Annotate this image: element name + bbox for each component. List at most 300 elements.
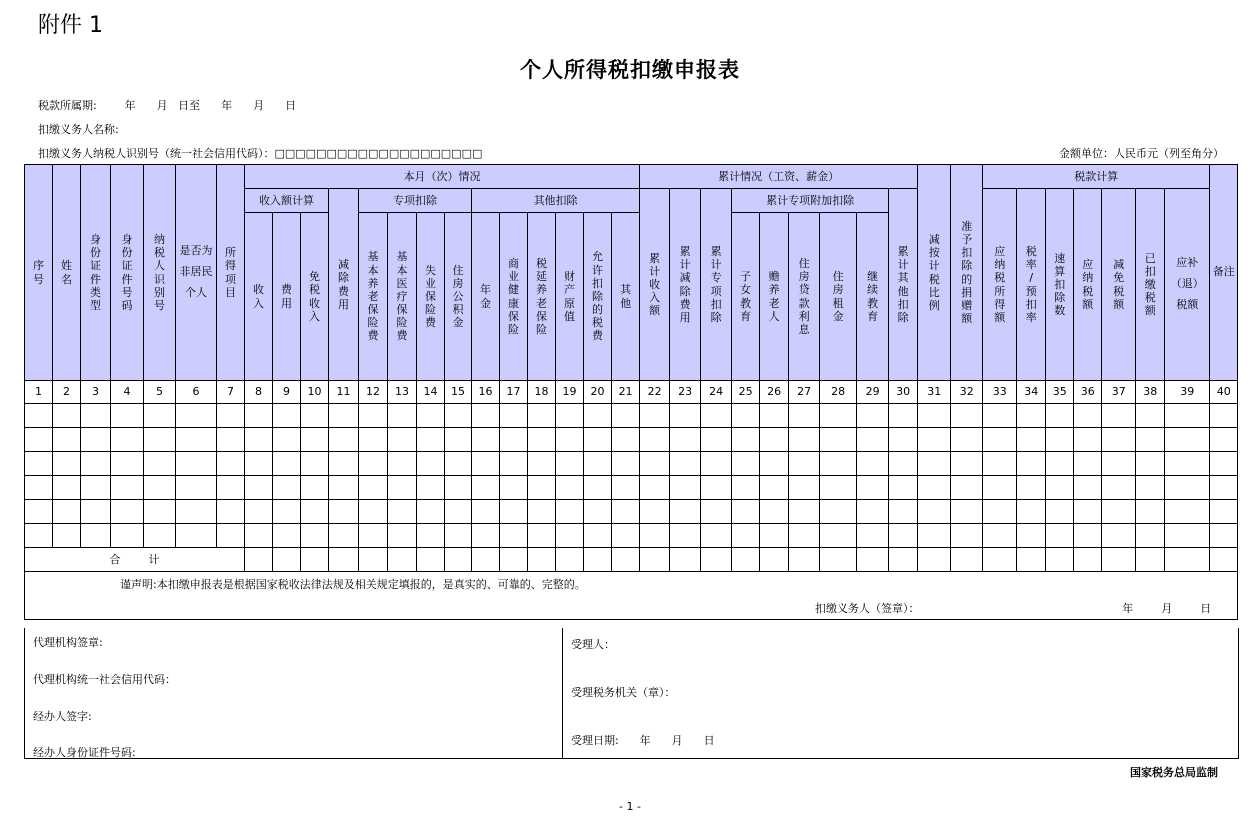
table-cell[interactable]: [472, 476, 500, 500]
table-cell[interactable]: [1074, 452, 1102, 476]
total-cell[interactable]: [670, 548, 701, 572]
table-cell[interactable]: [889, 404, 918, 428]
table-cell[interactable]: [81, 524, 111, 548]
table-cell[interactable]: [500, 428, 528, 452]
table-cell[interactable]: [584, 428, 612, 452]
table-cell[interactable]: [445, 428, 472, 452]
table-cell[interactable]: [301, 476, 329, 500]
table-cell[interactable]: [556, 476, 584, 500]
table-cell[interactable]: [1165, 404, 1210, 428]
table-cell[interactable]: [1102, 452, 1136, 476]
total-cell[interactable]: [889, 548, 918, 572]
table-cell[interactable]: [53, 404, 81, 428]
table-cell[interactable]: [81, 404, 111, 428]
table-cell[interactable]: [1046, 428, 1074, 452]
table-cell[interactable]: [176, 500, 217, 524]
table-cell[interactable]: [1210, 452, 1238, 476]
table-cell[interactable]: [612, 524, 640, 548]
total-cell[interactable]: [951, 548, 983, 572]
table-cell[interactable]: [983, 476, 1017, 500]
table-cell[interactable]: [53, 500, 81, 524]
table-cell[interactable]: [857, 476, 889, 500]
table-cell[interactable]: [760, 404, 789, 428]
col-header: 应 纳 税 所 得 额: [983, 189, 1017, 381]
table-cell[interactable]: [889, 452, 918, 476]
table-cell[interactable]: [1017, 500, 1046, 524]
total-cell[interactable]: [245, 548, 273, 572]
table-cell[interactable]: [472, 452, 500, 476]
table-cell[interactable]: [857, 428, 889, 452]
table-cell[interactable]: [329, 452, 359, 476]
table-cell[interactable]: [388, 476, 417, 500]
table-cell[interactable]: [1136, 476, 1165, 500]
total-cell[interactable]: [329, 548, 359, 572]
table-cell[interactable]: [245, 404, 273, 428]
total-cell[interactable]: [1210, 548, 1238, 572]
col-header: 纳 税 人 识 别 号: [144, 165, 176, 381]
table-cell[interactable]: [701, 476, 732, 500]
table-cell[interactable]: [528, 524, 556, 548]
table-cell[interactable]: [951, 452, 983, 476]
total-cell[interactable]: [301, 548, 329, 572]
form-title: 个人所得税扣缴申报表: [520, 57, 740, 82]
group-special-deduction: 专项扣除: [359, 189, 472, 213]
table-cell[interactable]: [918, 524, 951, 548]
table-cell[interactable]: [1074, 428, 1102, 452]
table-body: [25, 381, 1238, 620]
table-cell[interactable]: [1136, 524, 1165, 548]
table-cell[interactable]: [417, 428, 445, 452]
table-cell[interactable]: [760, 524, 789, 548]
table-cell[interactable]: [1102, 524, 1136, 548]
table-cell[interactable]: [245, 500, 273, 524]
table-cell[interactable]: [1074, 500, 1102, 524]
table-cell[interactable]: [1165, 476, 1210, 500]
table-cell[interactable]: [983, 452, 1017, 476]
table-cell[interactable]: [144, 428, 176, 452]
table-cell[interactable]: [670, 476, 701, 500]
table-cell[interactable]: [612, 500, 640, 524]
table-cell[interactable]: [359, 500, 388, 524]
table-cell[interactable]: [144, 404, 176, 428]
table-cell[interactable]: [1136, 500, 1165, 524]
table-cell[interactable]: [640, 524, 670, 548]
total-cell[interactable]: [983, 548, 1017, 572]
table-cell[interactable]: [81, 428, 111, 452]
table-cell[interactable]: [417, 500, 445, 524]
table-cell[interactable]: [53, 476, 81, 500]
column-number: 37: [1102, 381, 1136, 404]
table-cell[interactable]: [273, 500, 301, 524]
table-cell[interactable]: [329, 476, 359, 500]
table-cell[interactable]: [500, 500, 528, 524]
table-cell[interactable]: [640, 476, 670, 500]
group-income-calc: 收入额计算: [245, 189, 329, 213]
table-cell[interactable]: [918, 476, 951, 500]
table-cell[interactable]: [701, 500, 732, 524]
table-cell[interactable]: [472, 500, 500, 524]
table-cell[interactable]: [25, 404, 53, 428]
table-cell[interactable]: [951, 404, 983, 428]
table-cell[interactable]: [417, 452, 445, 476]
table-cell[interactable]: [556, 524, 584, 548]
table-cell[interactable]: [1074, 476, 1102, 500]
table-cell[interactable]: [889, 476, 918, 500]
total-cell[interactable]: [701, 548, 732, 572]
table-cell[interactable]: [81, 476, 111, 500]
table-cell[interactable]: [584, 452, 612, 476]
table-cell[interactable]: [217, 404, 245, 428]
table-cell[interactable]: [918, 404, 951, 428]
table-cell[interactable]: [273, 428, 301, 452]
table-cell[interactable]: [1102, 404, 1136, 428]
table-cell[interactable]: [417, 476, 445, 500]
table-cell[interactable]: [245, 476, 273, 500]
table-cell[interactable]: [612, 428, 640, 452]
table-cell[interactable]: [951, 476, 983, 500]
table-cell[interactable]: [81, 500, 111, 524]
column-number: 10: [301, 381, 329, 404]
table-cell[interactable]: [1102, 428, 1136, 452]
table-cell[interactable]: [528, 476, 556, 500]
table-cell[interactable]: [25, 500, 53, 524]
table-cell[interactable]: [273, 452, 301, 476]
table-cell[interactable]: [670, 404, 701, 428]
table-cell[interactable]: [81, 452, 111, 476]
table-cell[interactable]: [301, 452, 329, 476]
total-cell[interactable]: [273, 548, 301, 572]
table-cell[interactable]: [445, 452, 472, 476]
table-cell[interactable]: [760, 476, 789, 500]
table-cell[interactable]: [111, 476, 144, 500]
table-cell[interactable]: [820, 428, 857, 452]
table-cell[interactable]: [25, 524, 53, 548]
table-cell[interactable]: [789, 524, 820, 548]
table-cell[interactable]: [1210, 476, 1238, 500]
table-cell[interactable]: [176, 476, 217, 500]
table-cell[interactable]: [1017, 524, 1046, 548]
table-cell[interactable]: [640, 452, 670, 476]
table-cell[interactable]: [273, 476, 301, 500]
table-cell[interactable]: [789, 428, 820, 452]
table-cell[interactable]: [388, 524, 417, 548]
table-cell[interactable]: [329, 524, 359, 548]
table-cell[interactable]: [445, 404, 472, 428]
total-cell[interactable]: [732, 548, 760, 572]
table-cell[interactable]: [359, 476, 388, 500]
table-cell[interactable]: [144, 476, 176, 500]
table-cell[interactable]: [820, 524, 857, 548]
table-cell[interactable]: [217, 476, 245, 500]
total-cell[interactable]: [584, 548, 612, 572]
table-cell[interactable]: [53, 428, 81, 452]
total-cell[interactable]: [640, 548, 670, 572]
table-cell[interactable]: [176, 404, 217, 428]
table-cell[interactable]: [584, 404, 612, 428]
table-cell[interactable]: [445, 500, 472, 524]
table-cell[interactable]: [245, 524, 273, 548]
total-cell[interactable]: [359, 548, 388, 572]
table-cell[interactable]: [111, 404, 144, 428]
column-number: 1: [25, 381, 53, 404]
table-cell[interactable]: [388, 452, 417, 476]
total-cell[interactable]: [760, 548, 789, 572]
table-cell[interactable]: [359, 428, 388, 452]
column-number: 9: [273, 381, 301, 404]
table-cell[interactable]: [1136, 404, 1165, 428]
table-cell[interactable]: [301, 428, 329, 452]
table-cell[interactable]: [584, 476, 612, 500]
agency-seal-label: 代理机构签章:: [33, 636, 103, 649]
table-cell[interactable]: [760, 452, 789, 476]
table-cell[interactable]: [1046, 500, 1074, 524]
table-cell[interactable]: [25, 428, 53, 452]
col-header: 商 业 健 康 保 险: [500, 213, 528, 381]
table-cell[interactable]: [918, 428, 951, 452]
table-cell[interactable]: [144, 500, 176, 524]
table-cell[interactable]: [53, 452, 81, 476]
table-cell[interactable]: [472, 404, 500, 428]
table-cell[interactable]: [144, 524, 176, 548]
table-cell[interactable]: [1136, 428, 1165, 452]
total-cell[interactable]: [445, 548, 472, 572]
table-cell[interactable]: [889, 428, 918, 452]
table-cell[interactable]: [670, 428, 701, 452]
table-cell[interactable]: [820, 476, 857, 500]
table-cell[interactable]: [732, 500, 760, 524]
table-cell[interactable]: [301, 500, 329, 524]
table-cell[interactable]: [889, 500, 918, 524]
total-cell[interactable]: [500, 548, 528, 572]
table-cell[interactable]: [983, 404, 1017, 428]
table-cell[interactable]: [789, 404, 820, 428]
table-cell[interactable]: [1046, 524, 1074, 548]
table-cell[interactable]: [951, 500, 983, 524]
table-cell[interactable]: [789, 452, 820, 476]
table-cell[interactable]: [25, 476, 53, 500]
col-header: 基 本 养 老 保 险 费: [359, 213, 388, 381]
table-cell[interactable]: [1046, 476, 1074, 500]
table-cell[interactable]: [417, 524, 445, 548]
table-cell[interactable]: [111, 452, 144, 476]
table-cell[interactable]: [1017, 404, 1046, 428]
table-cell[interactable]: [983, 500, 1017, 524]
table-cell[interactable]: [245, 428, 273, 452]
table-cell[interactable]: [701, 404, 732, 428]
table-cell[interactable]: [670, 500, 701, 524]
table-cell[interactable]: [176, 428, 217, 452]
table-cell[interactable]: [951, 524, 983, 548]
total-cell[interactable]: [1165, 548, 1210, 572]
table-cell[interactable]: [500, 524, 528, 548]
table-cell[interactable]: [732, 476, 760, 500]
table-cell[interactable]: [1210, 404, 1238, 428]
table-cell[interactable]: [889, 524, 918, 548]
table-cell[interactable]: [983, 428, 1017, 452]
table-cell[interactable]: [1102, 476, 1136, 500]
table-cell[interactable]: [500, 476, 528, 500]
table-cell[interactable]: [1165, 452, 1210, 476]
table-cell[interactable]: [359, 524, 388, 548]
table-cell[interactable]: [1074, 524, 1102, 548]
col-header: 税 延 养 老 保 险: [528, 213, 556, 381]
table-cell[interactable]: [1017, 452, 1046, 476]
table-cell[interactable]: [732, 404, 760, 428]
table-cell[interactable]: [1210, 524, 1238, 548]
table-cell[interactable]: [789, 476, 820, 500]
table-cell[interactable]: [584, 524, 612, 548]
table-cell[interactable]: [245, 452, 273, 476]
total-cell[interactable]: [1102, 548, 1136, 572]
table-cell[interactable]: [111, 428, 144, 452]
table-cell[interactable]: [1102, 500, 1136, 524]
column-number-row: [25, 381, 1238, 404]
table-cell[interactable]: [217, 428, 245, 452]
table-cell[interactable]: [857, 524, 889, 548]
table-cell[interactable]: [500, 452, 528, 476]
table-cell[interactable]: [1074, 404, 1102, 428]
total-cell[interactable]: [556, 548, 584, 572]
table-cell[interactable]: [329, 500, 359, 524]
table-cell[interactable]: [789, 500, 820, 524]
table-cell[interactable]: [732, 524, 760, 548]
table-cell[interactable]: [1165, 500, 1210, 524]
table-cell[interactable]: [820, 452, 857, 476]
column-number: 13: [388, 381, 417, 404]
declaration-row: [25, 572, 1238, 620]
table-cell[interactable]: [701, 524, 732, 548]
table-cell[interactable]: [273, 404, 301, 428]
table-cell[interactable]: [857, 404, 889, 428]
table-cell[interactable]: [217, 500, 245, 524]
table-cell[interactable]: [273, 524, 301, 548]
table-cell[interactable]: [918, 500, 951, 524]
total-cell[interactable]: [789, 548, 820, 572]
table-cell[interactable]: [1136, 452, 1165, 476]
table-cell[interactable]: [556, 452, 584, 476]
table-cell[interactable]: [701, 452, 732, 476]
table-cell[interactable]: [857, 452, 889, 476]
total-cell[interactable]: [918, 548, 951, 572]
table-cell[interactable]: [1165, 524, 1210, 548]
table-cell[interactable]: [388, 500, 417, 524]
table-cell[interactable]: [640, 428, 670, 452]
table-cell[interactable]: [701, 428, 732, 452]
column-number: 26: [760, 381, 789, 404]
table-cell[interactable]: [111, 524, 144, 548]
table-cell[interactable]: [612, 452, 640, 476]
table-cell[interactable]: [1017, 428, 1046, 452]
total-cell[interactable]: [388, 548, 417, 572]
col-header: 应补（退）税额: [1165, 189, 1210, 381]
table-cell[interactable]: [359, 452, 388, 476]
total-cell[interactable]: [857, 548, 889, 572]
total-cell[interactable]: [528, 548, 556, 572]
table-cell[interactable]: [857, 500, 889, 524]
table-cell[interactable]: [760, 428, 789, 452]
table-cell[interactable]: [820, 500, 857, 524]
table-cell[interactable]: [176, 524, 217, 548]
table-cell[interactable]: [217, 452, 245, 476]
table-cell[interactable]: [951, 428, 983, 452]
total-cell[interactable]: [472, 548, 500, 572]
table-cell[interactable]: [329, 428, 359, 452]
table-cell[interactable]: [500, 404, 528, 428]
table-cell[interactable]: [670, 452, 701, 476]
table-cell[interactable]: [732, 452, 760, 476]
column-number: 18: [528, 381, 556, 404]
table-cell[interactable]: [528, 428, 556, 452]
declaration-date: 年 月 日: [1122, 602, 1212, 615]
total-cell[interactable]: [820, 548, 857, 572]
table-cell[interactable]: [584, 500, 612, 524]
table-cell[interactable]: [556, 428, 584, 452]
table-cell[interactable]: [25, 452, 53, 476]
total-cell[interactable]: [612, 548, 640, 572]
table-cell[interactable]: [329, 404, 359, 428]
total-cell[interactable]: [1046, 548, 1074, 572]
table-cell[interactable]: [1046, 404, 1074, 428]
table-cell[interactable]: [111, 500, 144, 524]
col-header: 免 税 收 入: [301, 213, 329, 381]
table-cell[interactable]: [144, 452, 176, 476]
table-cell[interactable]: [472, 428, 500, 452]
table-cell[interactable]: [760, 500, 789, 524]
table-cell[interactable]: [217, 524, 245, 548]
col-header: 累 计 减 除 费 用: [670, 189, 701, 381]
total-cell[interactable]: [1136, 548, 1165, 572]
table-cell[interactable]: [445, 476, 472, 500]
table-cell[interactable]: [53, 524, 81, 548]
total-cell[interactable]: [1017, 548, 1046, 572]
table-cell[interactable]: [388, 428, 417, 452]
table-cell[interactable]: [1046, 452, 1074, 476]
table-cell[interactable]: [1210, 428, 1238, 452]
table-cell[interactable]: [176, 452, 217, 476]
table-cell[interactable]: [359, 404, 388, 428]
total-cell[interactable]: [417, 548, 445, 572]
table-cell[interactable]: [640, 500, 670, 524]
table-cell[interactable]: [670, 524, 701, 548]
table-cell[interactable]: [417, 404, 445, 428]
table-cell[interactable]: [528, 404, 556, 428]
table-cell[interactable]: [1017, 476, 1046, 500]
table-cell[interactable]: [983, 524, 1017, 548]
table-cell[interactable]: [612, 404, 640, 428]
column-number: 35: [1046, 381, 1074, 404]
table-cell[interactable]: [1210, 500, 1238, 524]
column-number: 40: [1210, 381, 1238, 404]
table-cell[interactable]: [612, 476, 640, 500]
column-number: 28: [820, 381, 857, 404]
table-cell[interactable]: [918, 452, 951, 476]
table-cell[interactable]: [388, 404, 417, 428]
table-cell[interactable]: [301, 404, 329, 428]
table-cell[interactable]: [528, 500, 556, 524]
table-cell[interactable]: [732, 428, 760, 452]
column-number: 23: [670, 381, 701, 404]
table-cell[interactable]: [640, 404, 670, 428]
table-cell[interactable]: [445, 524, 472, 548]
table-cell[interactable]: [472, 524, 500, 548]
table-cell[interactable]: [1165, 428, 1210, 452]
table-cell[interactable]: [820, 404, 857, 428]
table-cell[interactable]: [556, 500, 584, 524]
table-cell[interactable]: [556, 404, 584, 428]
table-cell[interactable]: [301, 524, 329, 548]
table-cell[interactable]: [528, 452, 556, 476]
total-cell[interactable]: [1074, 548, 1102, 572]
